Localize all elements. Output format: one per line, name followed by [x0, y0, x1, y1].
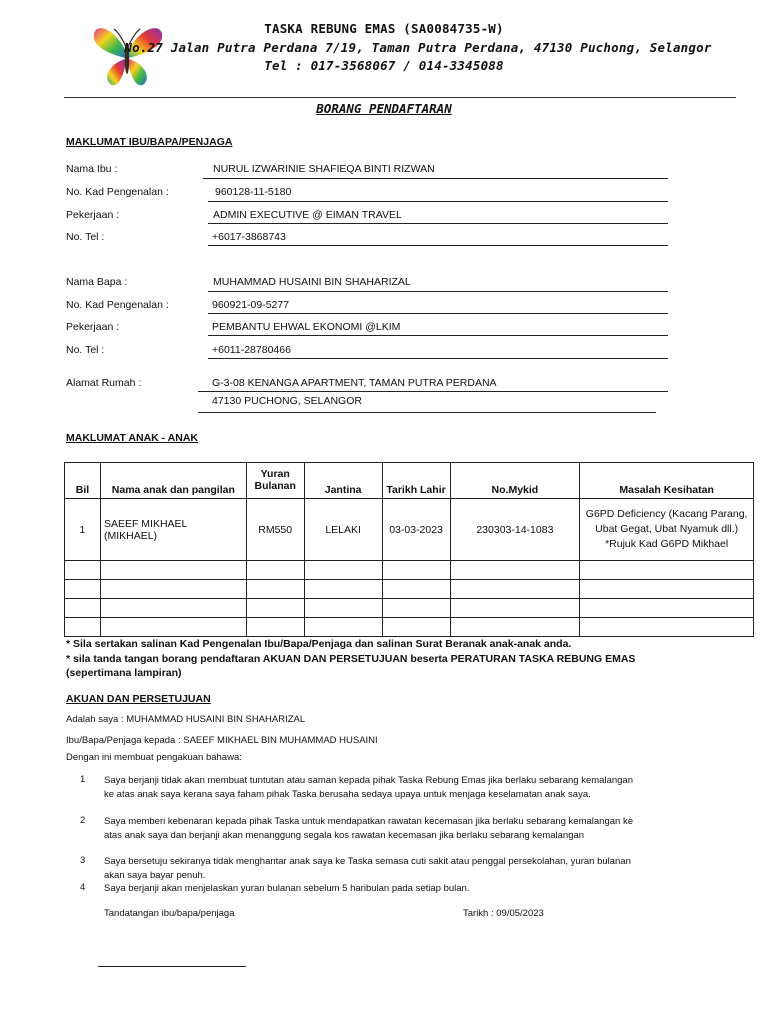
father-ic-value: 960921-09-5277	[212, 299, 290, 311]
parents-heading: MAKLUMAT IBU/BAPA/PENJAGA	[66, 136, 233, 148]
health-reference: *Rujuk Kad G6PD Mikhael	[605, 538, 729, 550]
cell-mykid: 230303-14-1083	[450, 499, 580, 561]
father-ic-line	[208, 313, 668, 314]
cell-gender: LELAKI	[304, 499, 382, 561]
declaration-intro: Dengan ini membuat pengakuan bahawa:	[66, 752, 242, 763]
declaration-item: Saya memberi kebenaran kepada pihak Taska untuk mendapatkan rawatan kecemasan jika berlaku sebarang kemalangan ke atas anak saya dan berjanji akan menanggung segala kos rawatan kecemasan jika berlaku sebarang kemalangan	[104, 816, 633, 841]
address-line2: 47130 PUCHONG, SELANGOR	[212, 395, 362, 407]
note-sign-attachment: (sepertimana lampiran)	[66, 667, 182, 679]
item-number: 3	[80, 855, 86, 866]
table-row-empty	[65, 580, 754, 599]
col-header-bil: Bil	[65, 463, 101, 499]
address-line2-rule	[198, 412, 656, 413]
father-name-line	[208, 291, 668, 292]
form-title: BORANG PENDAFTARAN	[316, 101, 452, 116]
children-table	[64, 462, 754, 637]
table-row-empty	[65, 561, 754, 580]
col-header-health: Masalah Kesihatan	[580, 463, 754, 499]
father-tel-value: +6011-28780466	[212, 344, 291, 356]
col-header-fee: Yuran Bulanan	[246, 463, 304, 499]
col-header-gender: Jantina	[304, 463, 382, 499]
declaration-self: Adalah saya : MUHAMMAD HUSAINI BIN SHAHARIZAL	[66, 714, 306, 725]
table-row-empty	[65, 618, 754, 637]
signature-label: Tandatangan ibu/bapa/penjaga	[104, 908, 235, 919]
mother-ic-line	[208, 201, 668, 202]
father-job-value: PEMBANTU EHWAL EKONOMI @LKIM	[212, 321, 401, 333]
cell-health	[580, 499, 754, 561]
note-sign: * sila tanda tangan borang pendaftaran AKUAN DAN PERSETUJUAN beserta PERATURAN TASKA REBUNG EMAS	[66, 653, 636, 665]
mother-ic-value: 960128-11-5180	[215, 186, 292, 198]
header-divider	[64, 97, 736, 98]
health-condition: G6PD Deficiency (Kacang Parang, Ubat Gegat, Ubat Nyamuk dll.)	[585, 508, 748, 535]
declaration-item: Saya berjanji akan menjelaskan yuran bulanan sebelum 5 haribulan pada setiap bulan.	[104, 883, 470, 894]
signature-date: Tarikh : 09/05/2023	[463, 908, 544, 919]
item-number: 4	[80, 882, 86, 893]
nursery-phone: Tel : 017-3568067 / 014-3345088	[264, 58, 504, 73]
father-ic-label: No. Kad Pengenalan :	[66, 299, 169, 311]
address-line1: G-3-08 KENANGA APARTMENT, TAMAN PUTRA PERDANA	[212, 377, 497, 389]
table-row-empty	[65, 599, 754, 618]
note-attachments: * Sila sertakan salinan Kad Pengenalan Ibu/Bapa/Penjaga dan salinan Surat Beranak anak-anak anda.	[66, 638, 572, 650]
cell-child-name: SAEEF MIKHAEL (MIKHAEL)	[100, 499, 246, 561]
cell-bil: 1	[65, 499, 101, 561]
father-name-label: Nama Bapa :	[66, 276, 128, 288]
mother-job-value: ADMIN EXECUTIVE @ EIMAN TRAVEL	[213, 209, 402, 221]
address-line1-rule	[198, 391, 668, 392]
col-header-name: Nama anak dan pangilan	[100, 463, 246, 499]
declaration-guardian: Ibu/Bapa/Penjaga kepada : SAEEF MIKHAEL BIN MUHAMMAD HUSAINI	[66, 735, 378, 746]
declaration-item: Saya berjanji tidak akan membuat tuntutan atau saman kepada pihak Taska Rebung Emas jika berlaku sebarang kemalangan ke atas anak saya kerana saya faham pihak Taska berusaha sedaya upaya untuk menjaga keselamatan anak saya.	[104, 775, 633, 800]
col-header-dob: Tarikh Lahir	[382, 463, 450, 499]
nursery-address: No.27 Jalan Putra Perdana 7/19, Taman Putra Perdana, 47130 Puchong, Selangor	[124, 40, 712, 55]
father-tel-line	[208, 358, 668, 359]
mother-tel-label: No. Tel :	[66, 231, 105, 243]
father-job-line	[208, 335, 668, 336]
children-heading: MAKLUMAT ANAK - ANAK	[66, 432, 199, 444]
nursery-title: TASKA REBUNG EMAS (SA0084735-W)	[264, 21, 504, 36]
mother-job-line	[208, 223, 668, 224]
father-job-label: Pekerjaan :	[66, 321, 120, 333]
father-tel-label: No. Tel :	[66, 344, 105, 356]
father-name-value: MUHAMMAD HUSAINI BIN SHAHARIZAL	[213, 276, 411, 288]
item-number: 1	[80, 774, 86, 785]
mother-tel-line	[208, 245, 668, 246]
cell-fee: RM550	[246, 499, 304, 561]
declaration-item: Saya bersetuju sekiranya tidak menghantar anak saya ke Taska semasa cuti sakit atau penggal persekolahan, yuran bulanan akan saya bayar penuh.	[104, 856, 631, 881]
declaration-heading: AKUAN DAN PERSETUJUAN	[66, 693, 211, 705]
mother-tel-value: +6017-3868743	[212, 231, 286, 243]
mother-name-label: Nama Ibu :	[66, 163, 118, 175]
table-row	[65, 499, 754, 561]
mother-ic-label: No. Kad Pengenalan :	[66, 186, 169, 198]
signature-line	[98, 966, 246, 967]
address-label: Alamat Rumah :	[66, 377, 142, 389]
col-header-mykid: No.Mykid	[450, 463, 580, 499]
mother-job-label: Pekerjaan :	[66, 209, 120, 221]
cell-dob: 03-03-2023	[382, 499, 450, 561]
item-number: 2	[80, 815, 86, 826]
mother-name-value: NURUL IZWARINIE SHAFIEQA BINTI RIZWAN	[213, 163, 435, 175]
mother-name-line	[203, 178, 668, 179]
children-table-header	[65, 463, 754, 499]
